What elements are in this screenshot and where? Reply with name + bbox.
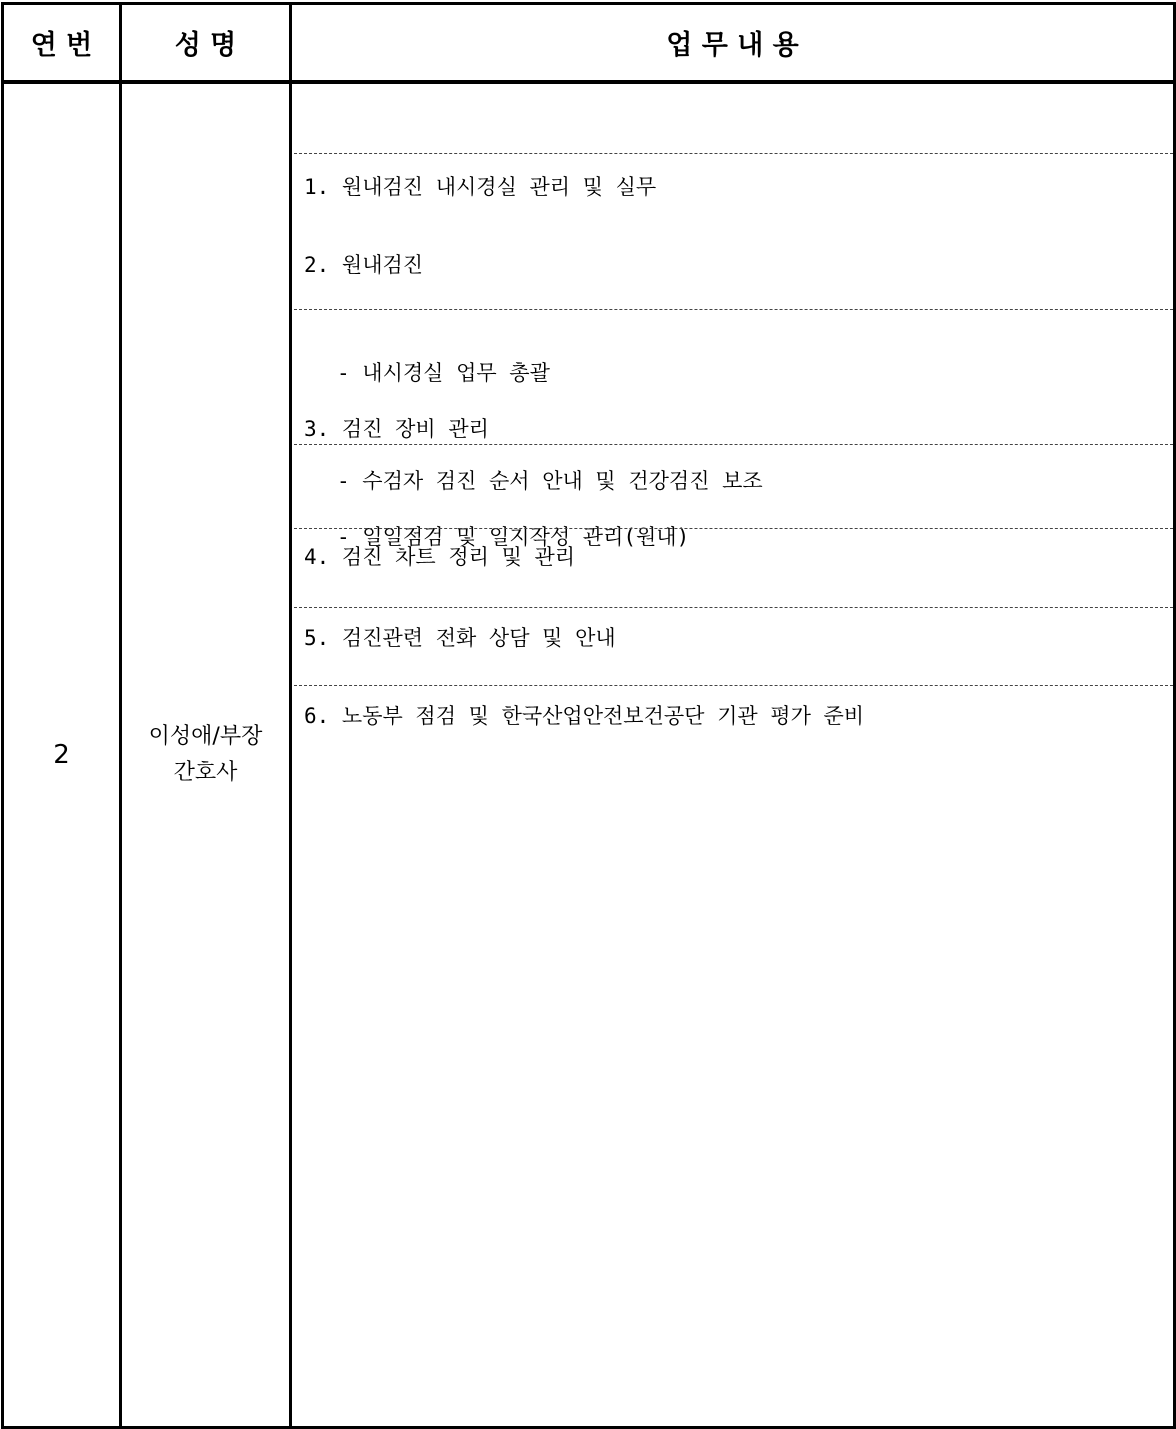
task-title: 6. 노동부 점검 및 한국산업안전보건공단 기관 평가 준비 <box>304 704 865 728</box>
task-title: 5. 검진관련 전화 상담 및 안내 <box>304 626 616 650</box>
duty-table <box>1 2 1176 1429</box>
task-separator <box>294 444 1173 445</box>
task-title: 2. 원내검진 <box>304 253 424 277</box>
task-separator <box>294 153 1173 154</box>
row-number: 2 <box>53 740 70 770</box>
person-role: 간호사 <box>173 760 238 785</box>
row-name-cell <box>122 84 289 1426</box>
header-number: 연 번 <box>30 30 93 61</box>
task-separator <box>294 607 1173 608</box>
task-detail: - 내시경실 업무 총괄 <box>337 361 550 385</box>
task-detail: - 일일점검 및 일지작성 관리(원내) <box>337 525 690 549</box>
header-name: 성 명 <box>174 30 237 61</box>
task-separator <box>294 528 1173 529</box>
column-divider <box>289 5 292 1426</box>
task-separator <box>294 685 1173 686</box>
task-separator <box>294 309 1173 310</box>
task-item <box>304 626 864 806</box>
header-duties: 업 무 내 용 <box>666 30 799 61</box>
task-title: 4. 검진 차트 정리 및 관리 <box>304 545 576 569</box>
person-name-title: 이성애/부장 <box>148 724 263 749</box>
row-number-cell <box>4 84 119 1426</box>
task-detail: - 수검자 검진 순서 안내 및 건강검진 보조 <box>337 469 763 493</box>
task-title: 3. 검진 장비 관리 <box>304 417 489 441</box>
task-title: 1. 원내검진 내시경실 관리 및 실무 <box>304 175 657 199</box>
